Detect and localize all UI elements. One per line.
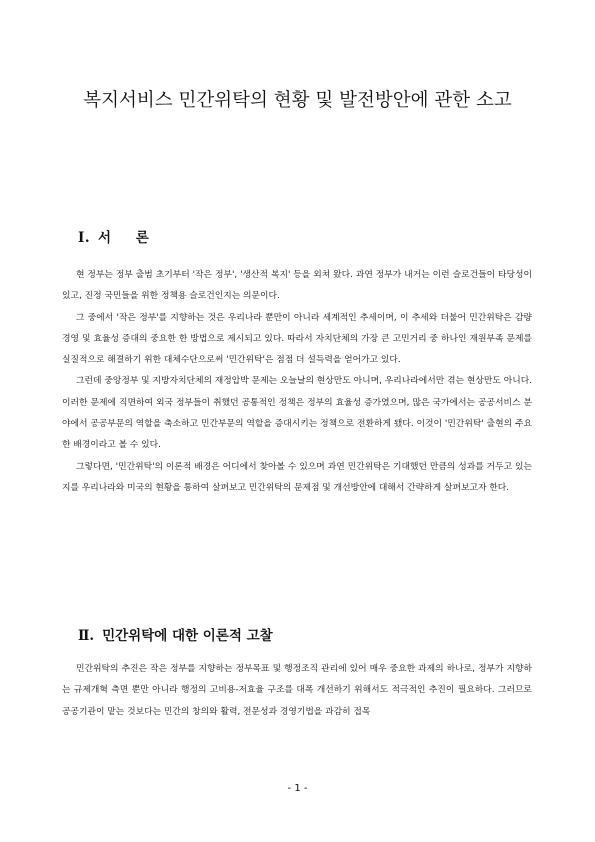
section-number: Ⅱ. bbox=[78, 628, 95, 644]
paragraph: 현 정부는 정부 출범 초기부터 '작은 정부', '생산적 복지' 등을 외쳐 왔다. 과연 정부가 내거는 이런 슬로건들이 타당성이 있고, 진정 국민들을 위한 정책용 슬로건인지는 의문이다. bbox=[62, 270, 532, 302]
paragraph: 그렇다면, '민간위탁'의 이론적 배경은 어디에서 찾아볼 수 있으며 과연 민간위탁은 기대했던 만큼의 성과를 거두고 있는지를 우리나라와 미국의 현황을 통하여 살펴보고 민간위탁의 문제점 및 개선방안에 대해서 간략하게 살펴보고자 한다. bbox=[62, 461, 532, 493]
paragraph: 민간위탁의 추진은 작은 정부를 지향하는 정부목표 및 행정조직 관리에 있어 매우 중요한 과제의 하나로, 정부가 지향하는 규제개혁 측면 뿐만 아니라 행정의 고비용-저효율 구조를 대폭 개선하기 위해서도 적극적인 추진이 필요하다. 그러므로 공공기관이 맡는 것보다는 민간의 창의와 활력, 전문성과 경영기법을 과감히 접목 bbox=[62, 664, 532, 717]
section-title: 민간위탁에 대한 이론적 고찰 bbox=[102, 628, 273, 644]
section-number: Ⅰ. bbox=[78, 230, 91, 246]
section-body-introduction bbox=[62, 265, 532, 499]
section-heading-theory bbox=[78, 627, 273, 645]
document-title: 복지서비스 민간위탁의 현황 및 발전방안에 관한 소고 bbox=[83, 90, 512, 111]
section-body-theory bbox=[62, 659, 532, 723]
page-number: - 1 - bbox=[287, 783, 308, 794]
section-title: 서 론 bbox=[98, 230, 159, 246]
section-heading-introduction bbox=[78, 229, 159, 247]
paragraph: 그런데 중앙정부 및 지방자치단체의 재정압박 문제는 오늘날의 현상만도 아니며, 우리나라에서만 겪는 현상만도 아니다. 이러한 문제에 직면하여 외국 정부들이 취했던 공통적인 정책은 정부의 효율성 증가였으며, 많은 국가에서는 공공서비스 분야에서 공공부문의 역할을 축소하고 민간부문의 역할을 증대시키는 정책으로 전환하게 됐다. 이것이 '민간위탁' 출현의 주요한 배경이라고 볼 수 있다. bbox=[62, 376, 532, 451]
paragraph: 그 중에서 '작은 정부'를 지향하는 것은 우리나라 뿐만이 아니라 세계적인 추세이며, 이 추세와 더불어 민간위탁은 감량경영 및 효율성 증대의 중요한 한 방법으로 제시되고 있다. 따라서 자치단체의 가장 큰 고민거리 중 하나인 재원부족 문제를 실질적으로 해결하기 위한 대체수단으로써 '민간위탁'은 점점 더 설득력을 얻어가고 있다. bbox=[62, 312, 532, 366]
